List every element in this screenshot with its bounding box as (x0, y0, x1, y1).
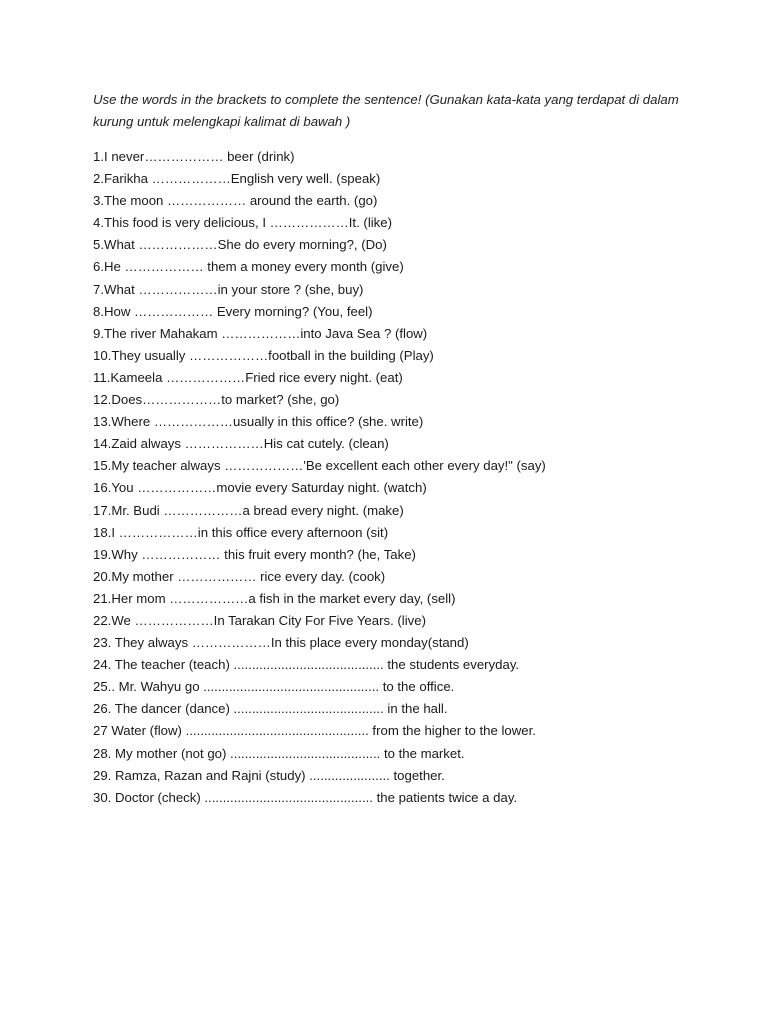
exercise-item-12: 12.Does………………to market? (she, go) (93, 392, 340, 408)
exercise-item-3: 3.The moon ……………… around the earth. (go) (93, 193, 378, 209)
exercise-item-30: 30. Doctor (check) .............................................. the patients twice a day. (93, 789, 518, 805)
exercise-item-29: 29. Ramza, Razan and Rajni (study) ...................... together. (93, 767, 445, 783)
exercise-item-24: 24. The teacher (teach) ......................................... the students everyday. (93, 657, 520, 673)
exercise-item-13: 13.Where ………………usually in this office? (she. write) (93, 414, 424, 430)
exercise-item-5: 5.What ………………She do every morning?, (Do) (93, 237, 387, 253)
exercise-item-14: 14.Zaid always ………………His cat cutely. (clean) (93, 436, 389, 452)
exercise-item-1: 1.I never……………… beer (drink) (93, 149, 295, 164)
exercise-item-27: 27 Water (flow) .................................................. from the higher to the lower. (93, 723, 536, 739)
exercise-list (93, 146, 713, 809)
exercise-item-11: 11.Kameela ………………Fried rice every night. (eat) (93, 369, 403, 385)
instructions-text: Use the words in the brackets to complete the sentence! (Gunakan kata-kata yang terdapat di dalam kurung untuk melengkapi kalimat di bawah ) (93, 92, 679, 129)
exercise-item-25: 25.. Mr. Wahyu go ................................................ to the office. (93, 679, 455, 695)
exercise-item-21: 21.Her mom ………………a fish in the market every day, (sell) (93, 590, 456, 606)
exercise-item-26: 26. The dancer (dance) ......................................... in the hall. (93, 701, 448, 717)
exercise-item-17: 17.Mr. Budi ………………a bread every night. (make) (93, 502, 404, 518)
exercise-item-8: 8.How ……………… Every morning? (You, feel) (93, 303, 373, 319)
exercise-item-10: 10.They usually ………………football in the building (Play) (93, 347, 434, 363)
exercise-item-9: 9.The river Mahakam ………………into Java Sea ? (flow) (93, 325, 428, 341)
exercise-item-4: 4.This food is very delicious, I ………………It. (like) (93, 215, 392, 231)
exercise-item-23: 23. They always ………………In this place every monday(stand) (93, 635, 469, 651)
exercise-item-7: 7.What ………………in your store ? (she, buy) (93, 281, 364, 297)
exercise-item-16: 16.You ………………movie every Saturday night. (watch) (93, 480, 427, 496)
exercise-item-20: 20.My mother ……………… rice every day. (cook) (93, 568, 386, 584)
exercise-item-15: 15.My teacher always ………………'Be excellent each other every day!" (say) (93, 458, 546, 474)
exercise-item-18: 18.I ………………in this office every afternoon (sit) (93, 524, 389, 540)
exercise-item-28: 28. My mother (not go) ......................................... to the market. (93, 745, 465, 761)
exercise-item-2: 2.Farikha ………………English very well. (speak) (93, 171, 381, 187)
exercise-item-22: 22.We ………………In Tarakan City For Five Years. (live) (93, 612, 426, 628)
exercise-item-6: 6.He ……………… them a money every month (give) (93, 259, 404, 275)
exercise-item-19: 19.Why ……………… this fruit every month? (he, Take) (93, 546, 416, 562)
